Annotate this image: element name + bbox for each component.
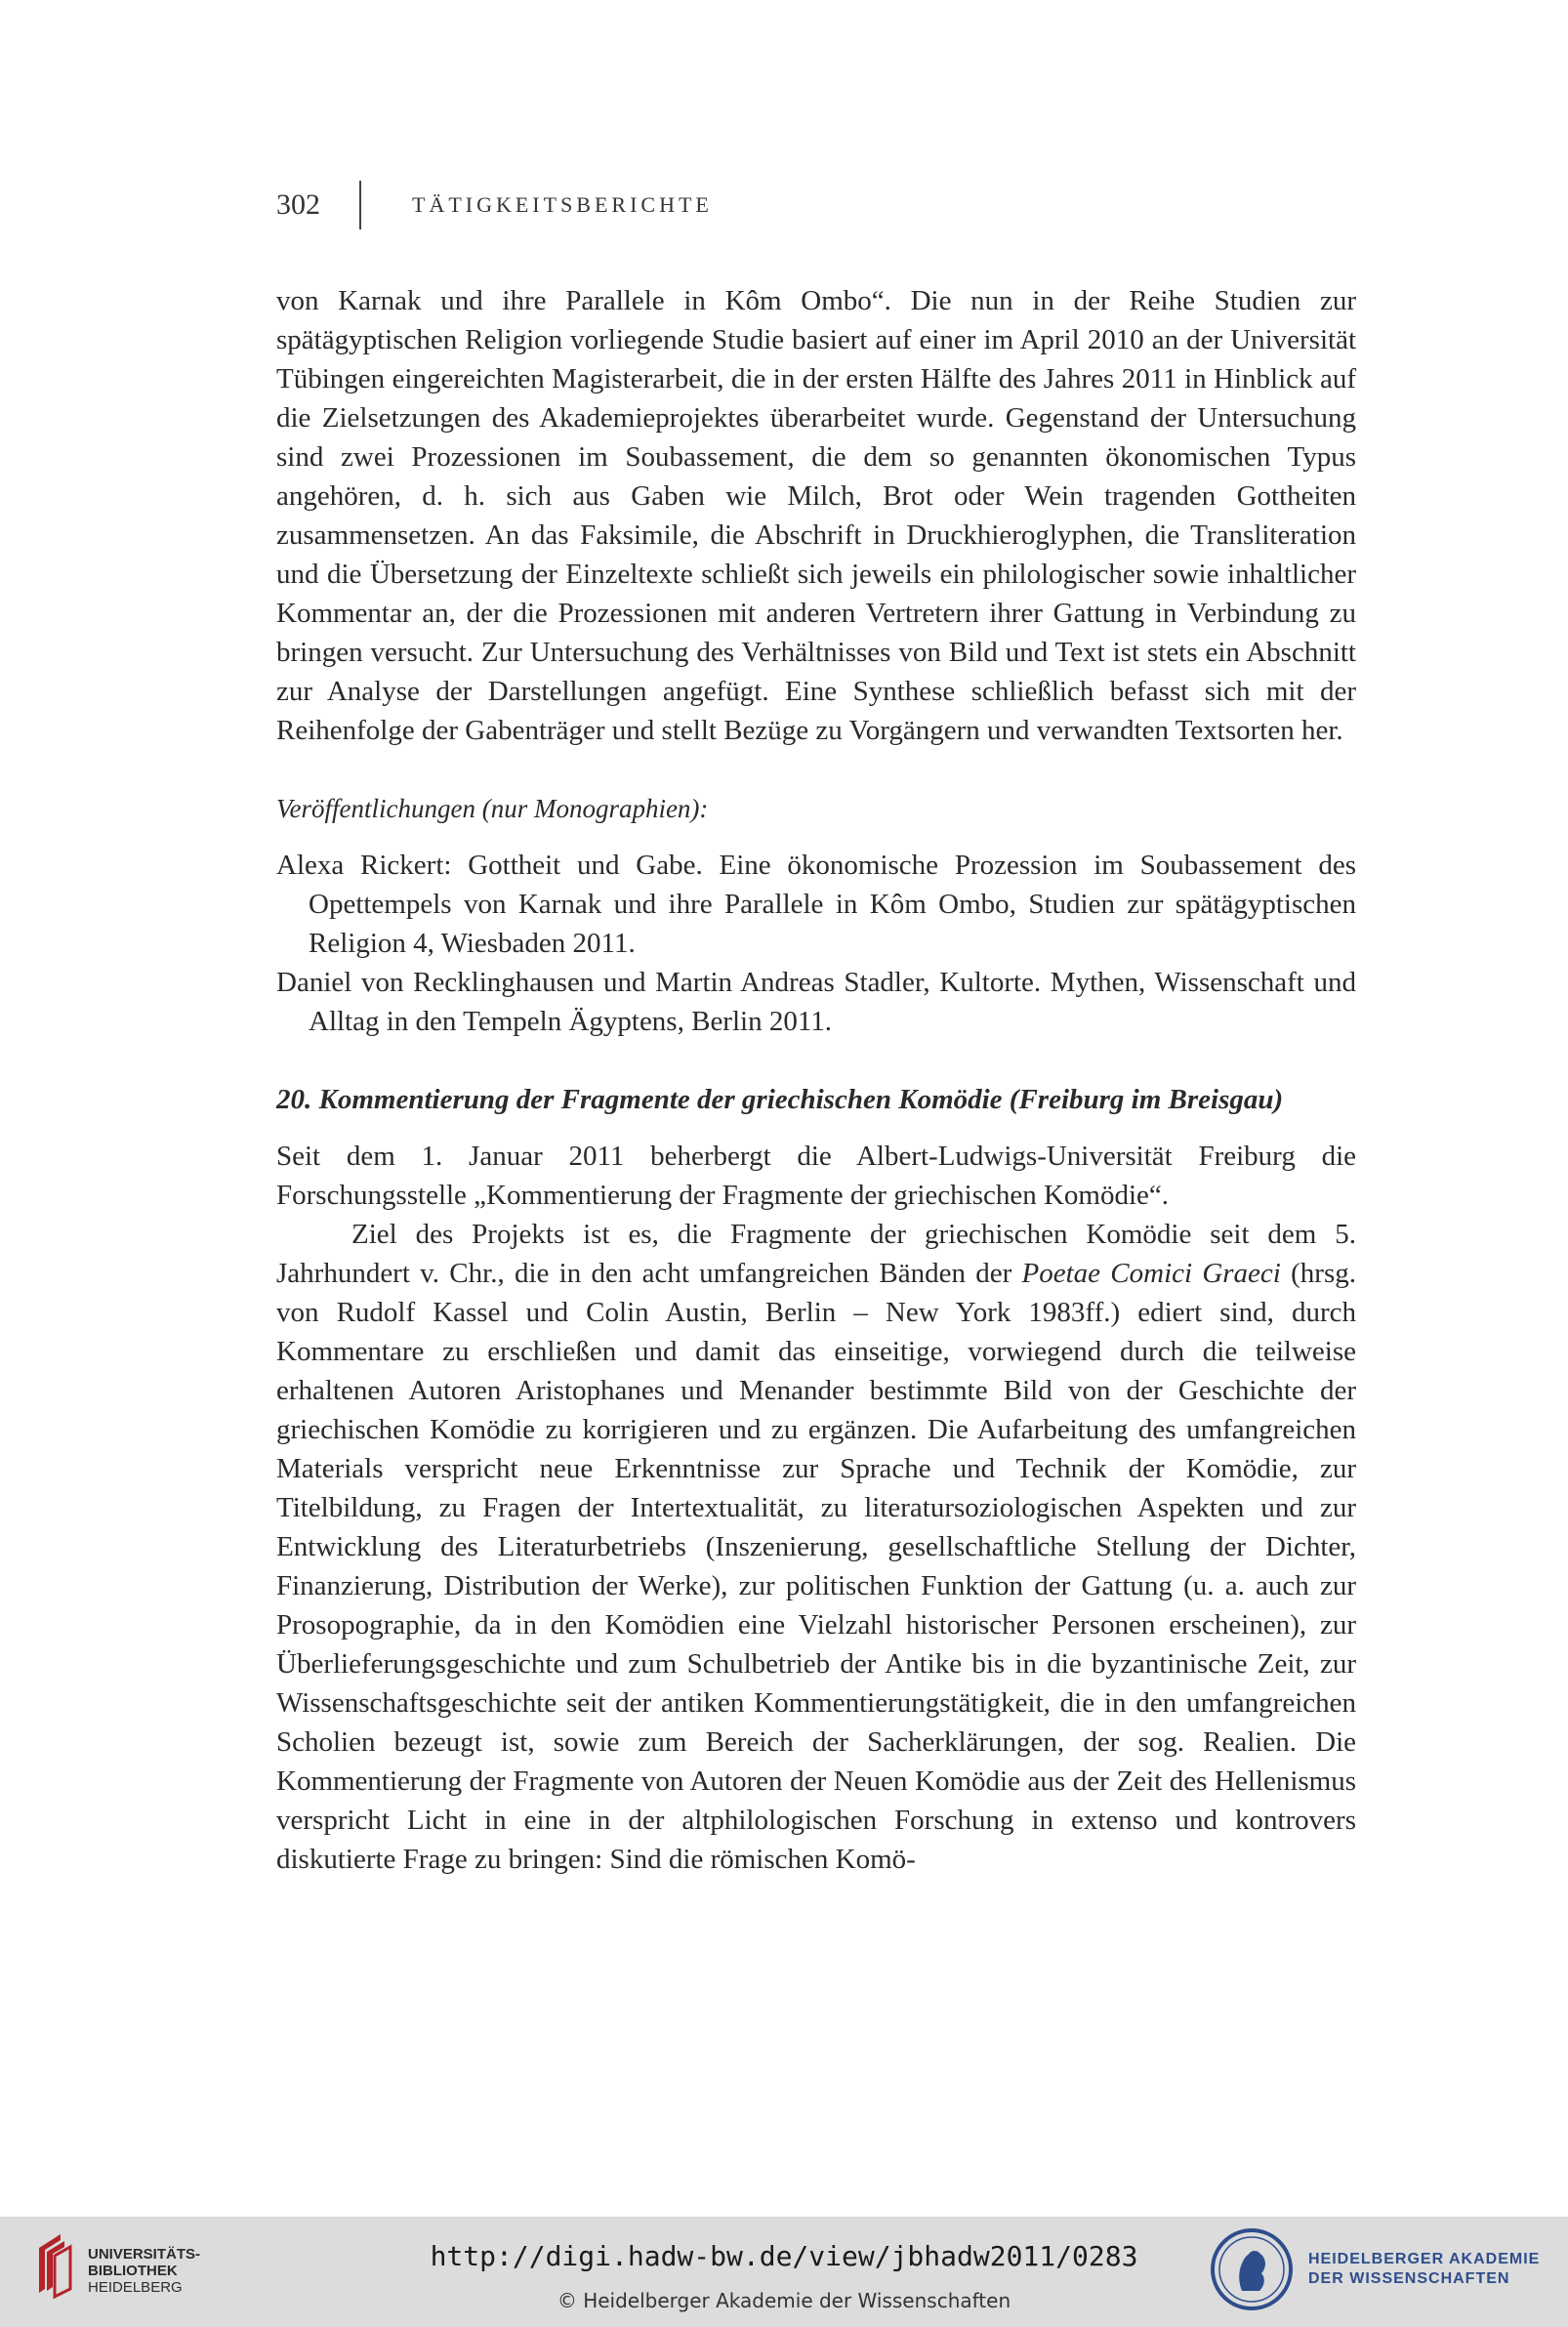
library-name[interactable]: UNIVERSITÄTS- BIBLIOTHEK HEIDELBERG: [88, 2246, 201, 2296]
section-paragraph: [276, 1215, 1356, 1879]
paragraph-text: (hrsg. von Rudolf Kassel und Colin Austin, Berlin – New York 1983ff.) ediert sind, durch Kommentare zu erschließen und damit das einseitige, vorwiegend durch die teilweise erhaltenen Autoren Aristophanes und Menander bestimmte Bild von der Geschichte der griechischen Komödie zu korrigieren und zu ergänzen. Die Aufarbeitung des umfangreichen Materials verspricht neue Erkenntnisse zur Sprache und Technik der Komödie, zur Titelbildung, zu Fragen der Intertextualität, zu literatursoziologischen Aspekten und zur Entwicklung des Literaturbetriebs (Inszenierung, gesellschaftliche Stellung der Dichter, Finanzierung, Distribution der Werke), zur politischen Funktion der Gattung (u. a. auch zur Prosopographie, da in den Komödien eine Vielzahl historischer Personen erscheinen), zur Überlieferungsgeschichte und zum Schulbetrieb der Antike bis in die byzantinische Zeit, zur Wissenschaftsgeschichte seit der antiken Kommentierungstätigkeit, die in den umfangreichen Scholien bezeugt ist, sowie zum Bereich der Sacherklärungen, der sog. Realien. Die Kommentierung der Fragmente von Autoren der Neuen Komödie aus der Zeit des Hellenismus verspricht Licht in eine in der altphilologischen Forschung in extenso und kontrovers diskutierte Frage zu bringen: Sind die römischen Komö-: [276, 1258, 1356, 1875]
copyright-notice: © Heidelberger Akademie der Wissenschaften: [557, 2289, 1011, 2312]
publication-item: Alexa Rickert: Gottheit und Gabe. Eine ökonomische Prozession im Soubassement des Opettempels von Karnak und ihre Parallele in Kôm Ombo, Studien zur spätägyptischen Religion 4, Wiesbaden 2011.: [276, 850, 1356, 959]
viewer-footer: [0, 2217, 1568, 2327]
publication-item: Daniel von Recklinghausen und Martin Andreas Stadler, Kultorte. Mythen, Wissenschaft und Alltag in den Tempeln Ägyptens, Berlin 2011.: [276, 967, 1356, 1037]
page-number: 302: [276, 188, 320, 221]
section-paragraph: Seit dem 1. Januar 2011 beherbergt die Albert-Ludwigs-Universität Freiburg die Forschungsstelle „Kommentierung der Fragmente der griechischen Komödie“.: [276, 1141, 1356, 1211]
intro-paragraph: von Karnak und ihre Parallele in Kôm Ombo“. Die nun in der Reihe Studien zur spätägyptischen Religion vorliegende Studie basiert auf einer im April 2010 an der Universität Tübingen eingereichten Magisterarbeit, die in der ersten Hälfte des Jahres 2011 in Hinblick auf die Zielsetzungen des Akademieprojektes überarbeitet wurde. Gegenstand der Untersuchung sind zwei Prozessionen im Soubassement, die dem so genannten ökonomischen Typus angehören, d. h. sich aus Gaben wie Milch, Brot oder Wein tragenden Gottheiten zusammensetzen. An das Faksimile, die Abschrift in Druckhieroglyphen, die Transliteration und die Übersetzung der Einzeltexte schließt sich jeweils ein philologischer sowie inhaltlicher Kommentar an, der die Prozessionen mit anderen Vertretern ihrer Gattung in Verbindung zu bringen versucht. Zur Untersuchung des Verhältnisses von Bild und Text ist stets ein Abschnitt zur Analyse der Darstellungen angefügt. Eine Synthese schließlich befasst sich mit der Reihenfolge der Gabenträger und stellt Bezüge zu Vorgängern und verwandten Textsorten her.: [276, 285, 1356, 746]
academy-emblem-icon[interactable]: [1209, 2226, 1295, 2312]
page-body: [276, 281, 1356, 1879]
running-title: TÄTIGKEITSBERICHTE: [412, 192, 713, 217]
header-divider: [359, 181, 361, 229]
page-header: [276, 186, 713, 225]
section-title: 20. Kommentierung der Fragmente der griechischen Komödie (Freiburg im Breisgau): [276, 1084, 1284, 1115]
academy-name[interactable]: HEIDELBERGER AKADEMIE DER WISSENSCHAFTEN: [1308, 2251, 1541, 2287]
book-title: Poetae Comici Graeci: [1021, 1258, 1281, 1289]
paragraph-text: Ziel des Projekts ist es, die Fragmente der griechischen Komödie seit dem 5. Jahrhundert v. Chr., die in den acht umfangreichen Bänden der: [276, 1219, 1356, 1289]
permalink-url[interactable]: http://digi.hadw-bw.de/view/jbhadw2011/0283: [430, 2240, 1138, 2272]
publications-heading: Veröffentlichungen (nur Monographien):: [276, 794, 709, 823]
